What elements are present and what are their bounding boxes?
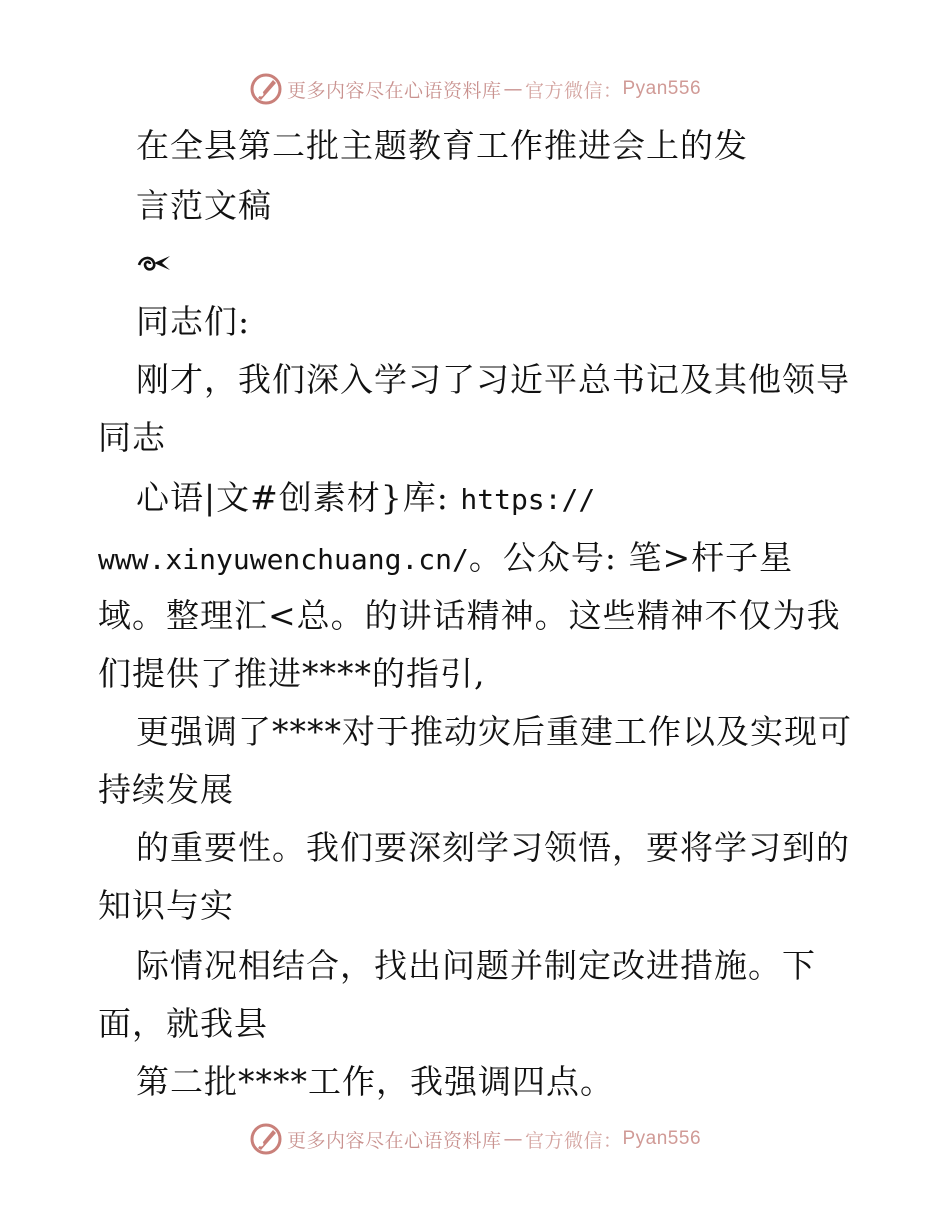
pen-logo-icon (249, 1122, 283, 1156)
paragraph-4-line-2: 知识与实 (98, 886, 234, 925)
paragraph-2-line-2 (98, 538, 878, 580)
source-url-part-1: https:// (460, 483, 596, 516)
paragraph-2-line-1 (136, 478, 916, 520)
banner-dash: — (503, 78, 523, 100)
pen-logo-icon (249, 72, 283, 106)
header-watermark-banner (0, 72, 950, 106)
footer-watermark-banner (0, 1122, 950, 1156)
wechat-account-text: 。公众号: 笔>杆子星 (468, 538, 794, 577)
paragraph-6-line-1: 第二批****工作，我强调四点。 (136, 1062, 614, 1101)
source-url-part-2: www.xinyuwenchuang.cn/ (98, 543, 469, 576)
paragraph-2-line-4: 们提供了推进****的指引, (98, 654, 486, 693)
banner-dash: — (503, 1128, 523, 1150)
banner-wechat-id: Pyan556 (622, 1128, 702, 1149)
paragraph-3-line-2: 持续发展 (98, 770, 234, 809)
paragraph-2-line-3: 域。整理汇<总。的讲话精神。这些精神不仅为我 (98, 596, 841, 635)
decorative-flourish-icon (136, 250, 172, 276)
banner-main-text: 更多内容尽在心语资料库 (286, 1129, 502, 1152)
paragraph-4-line-1: 的重要性。我们要深刻学习领悟，要将学习到的 (136, 828, 850, 867)
greeting: 同志们: (136, 302, 251, 341)
paragraph-3-line-1: 更强调了****对于推动灾后重建工作以及实现可 (136, 712, 852, 751)
document-title-line-2: 言范文稿 (136, 186, 272, 225)
banner-wechat-label: 官方微信： (524, 1129, 623, 1152)
banner-wechat-id: Pyan556 (622, 78, 702, 99)
paragraph-5-line-2: 面，就我县 (98, 1004, 268, 1043)
document-title-line-1: 在全县第二批主题教育工作推进会上的发 (136, 126, 748, 165)
paragraph-1-line-1: 刚才，我们深入学习了习近平总书记及其他领导 (136, 360, 850, 399)
paragraph-5-line-1: 际情况相结合，找出问题并制定改进措施。下 (136, 946, 816, 985)
source-label: 心语|文#创素材}库: (136, 478, 461, 517)
paragraph-1-line-2: 同志 (98, 418, 166, 457)
banner-main-text: 更多内容尽在心语资料库 (286, 79, 502, 102)
banner-wechat-label: 官方微信： (524, 79, 623, 102)
